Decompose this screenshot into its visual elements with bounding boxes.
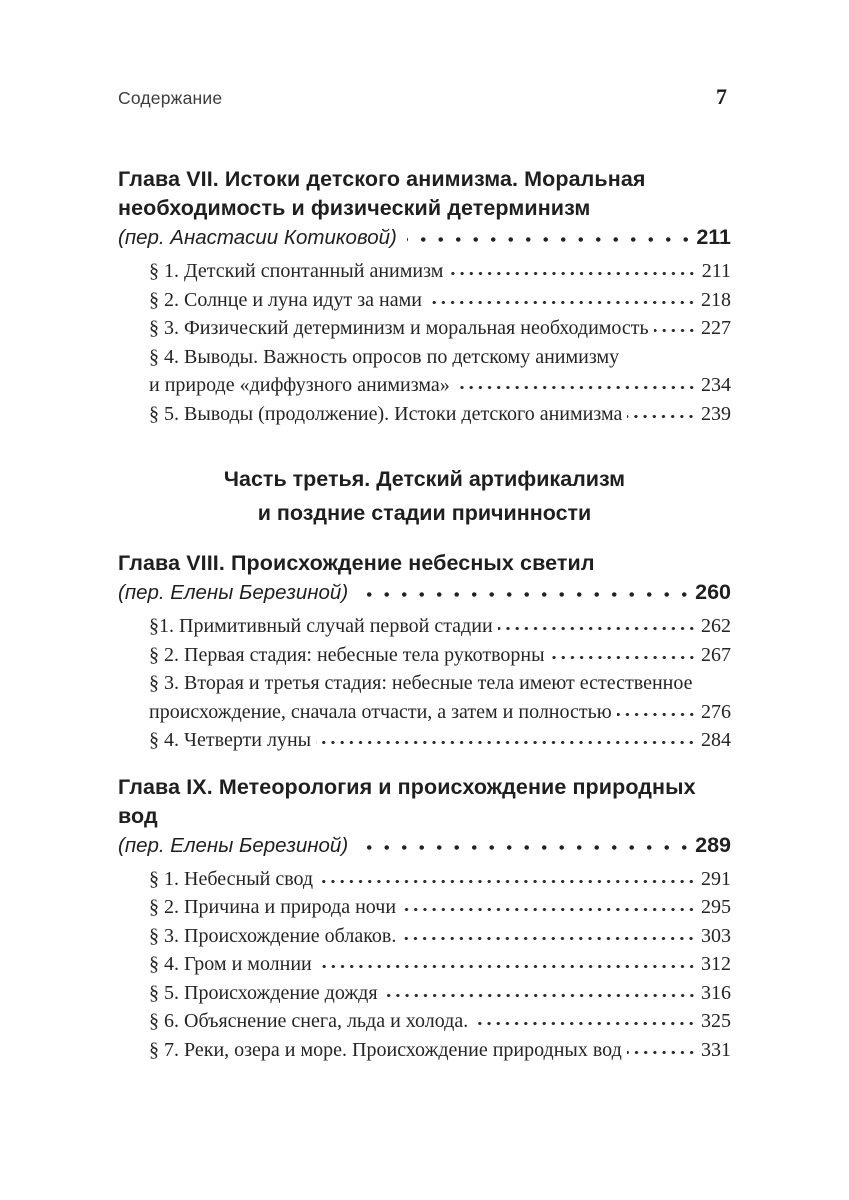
toc-entry: [149, 1007, 731, 1036]
translator-credit: (пер. Анастасии Котиковой): [118, 226, 397, 249]
toc-content: [118, 84, 731, 1064]
toc-entry: [149, 400, 731, 429]
toc-entry: [149, 698, 731, 727]
dot-leader: [617, 711, 698, 718]
part-heading-line: и поздние стадии причинности: [257, 501, 592, 525]
toc-entry-page: 267: [701, 643, 731, 666]
toc-entry-title: § 6. Объяснение снега, льда и холода.: [149, 1010, 469, 1032]
dot-leader: [427, 299, 698, 306]
dot-leader: [473, 1020, 698, 1027]
toc-entry: [149, 371, 731, 400]
chapter-7-entries: [149, 257, 731, 428]
toc-entry-page: 211: [701, 260, 731, 282]
translator-credit: (пер. Елены Березиной): [118, 581, 349, 604]
toc-entry-title: § 7. Реки, озера и море. Происхождение природных вод: [149, 1038, 622, 1061]
toc-entry-page: 291: [701, 867, 731, 890]
running-head: Содержание: [118, 88, 223, 108]
toc-entry-page: 234: [701, 374, 731, 396]
toc-entry-title: § 4. Четверти луны: [149, 729, 312, 751]
toc-entry: [149, 612, 731, 641]
dot-leader: [401, 935, 698, 942]
toc-entry-page: 312: [701, 953, 731, 975]
toc-entry: [149, 1036, 731, 1065]
toc-entry-page: 262: [701, 615, 731, 637]
dot-leader: [401, 906, 698, 913]
dot-leader: [627, 1049, 698, 1056]
toc-entry: [149, 922, 731, 951]
toc-entry-title: § 5. Происхождение дождя: [149, 981, 378, 1004]
chapter-title-line: необходимость и физический детерминизм: [118, 196, 591, 220]
dot-leader: [448, 270, 698, 277]
dot-leader: [317, 963, 698, 970]
chapter-title-line: Глава VIII. Происхождение небесных светил: [118, 551, 595, 575]
toc-entry: [149, 979, 731, 1008]
toc-entry-page: 303: [701, 924, 731, 947]
chapter-9-block: [118, 773, 731, 1065]
part-heading: [118, 462, 731, 530]
toc-entry-title: §1. Примитивный случай первой стадии: [149, 615, 493, 637]
chapter-8-entries: [149, 612, 731, 755]
chapter-7-block: [118, 165, 731, 428]
chapter-title-line: Глава IX. Метеорология и происхождение природных вод: [118, 774, 696, 828]
toc-entry-title: § 5. Выводы (продолжение). Истоки детского анимизма: [149, 402, 623, 425]
toc-entry: [149, 865, 731, 894]
translator-credit: (пер. Елены Березиной): [118, 833, 349, 857]
toc-entry-first-line: § 4. Выводы. Важность опросов по детскому анимизму: [149, 345, 620, 368]
dot-leader: [358, 843, 694, 852]
dot-leader: [383, 992, 698, 999]
chapter-page-number: 211: [696, 225, 731, 249]
toc-entry-page: 284: [701, 729, 731, 751]
toc-entry-page: 227: [701, 317, 731, 339]
chapter-8-block: [118, 549, 731, 755]
page-header: [118, 84, 731, 108]
toc-entry-page: 218: [701, 288, 731, 311]
toc-entry-title: § 2. Причина и природа ночи: [149, 896, 397, 918]
toc-entry-page: 276: [701, 700, 731, 723]
chapter-9-entries: [149, 865, 731, 1065]
page-number: 7: [716, 84, 727, 109]
dot-leader: [654, 327, 698, 334]
chapter-page-row: [118, 223, 731, 252]
toc-entry-title: § 3. Физический детерминизм и моральная необходимость: [149, 317, 649, 339]
toc-entry: [149, 893, 731, 922]
dot-leader: [316, 739, 698, 746]
dot-leader: [455, 384, 698, 391]
toc-entry-title: § 4. Гром и молнии: [149, 953, 312, 975]
toc-entry-title: § 3. Происхождение облаков.: [149, 924, 397, 947]
dot-leader: [318, 878, 698, 885]
toc-entry-page: 331: [701, 1038, 731, 1061]
toc-entry-page: 239: [701, 402, 731, 425]
toc-entry: [149, 726, 731, 755]
toc-entry-title: § 2. Солнце и луна идут за нами: [149, 288, 422, 311]
toc-entry: [149, 314, 731, 343]
toc-entry-page: 325: [701, 1010, 731, 1032]
toc-entry: [149, 641, 731, 670]
toc-entry-title: § 2. Первая стадия: небесные тела рукотворны: [149, 643, 545, 666]
part-heading-line: Часть третья. Детский артификализм: [223, 467, 626, 491]
chapter-page-number: 260: [695, 580, 731, 604]
chapter-page-number: 289: [695, 832, 731, 857]
dot-leader: [358, 590, 694, 599]
toc-entry-page: 316: [701, 981, 731, 1004]
dot-leader: [498, 625, 698, 632]
chapter-page-row: [118, 578, 731, 607]
toc-entry: [149, 286, 731, 315]
dot-leader: [550, 654, 698, 661]
toc-entry-continuation: происхождение, сначала отчасти, а затем и полностью: [149, 700, 612, 723]
dot-leader: [407, 235, 695, 244]
chapter-title-line: Глава VII. Истоки детского анимизма. Моральная: [118, 167, 646, 191]
toc-entry-title: § 1. Небесный свод: [149, 867, 314, 890]
toc-entry: [149, 950, 731, 979]
toc-entry: [149, 257, 731, 286]
toc-entry-first-line: § 3. Вторая и третья стадия: небесные тела имеют естественное: [149, 672, 693, 694]
toc-entry-continuation: и природе «диффузного анимизма»: [149, 374, 450, 396]
toc-entry-page: 295: [701, 896, 731, 918]
chapter-page-row: [118, 831, 731, 860]
dot-leader: [627, 413, 698, 420]
toc-entry-title: § 1. Детский спонтанный анимизм: [149, 260, 444, 282]
